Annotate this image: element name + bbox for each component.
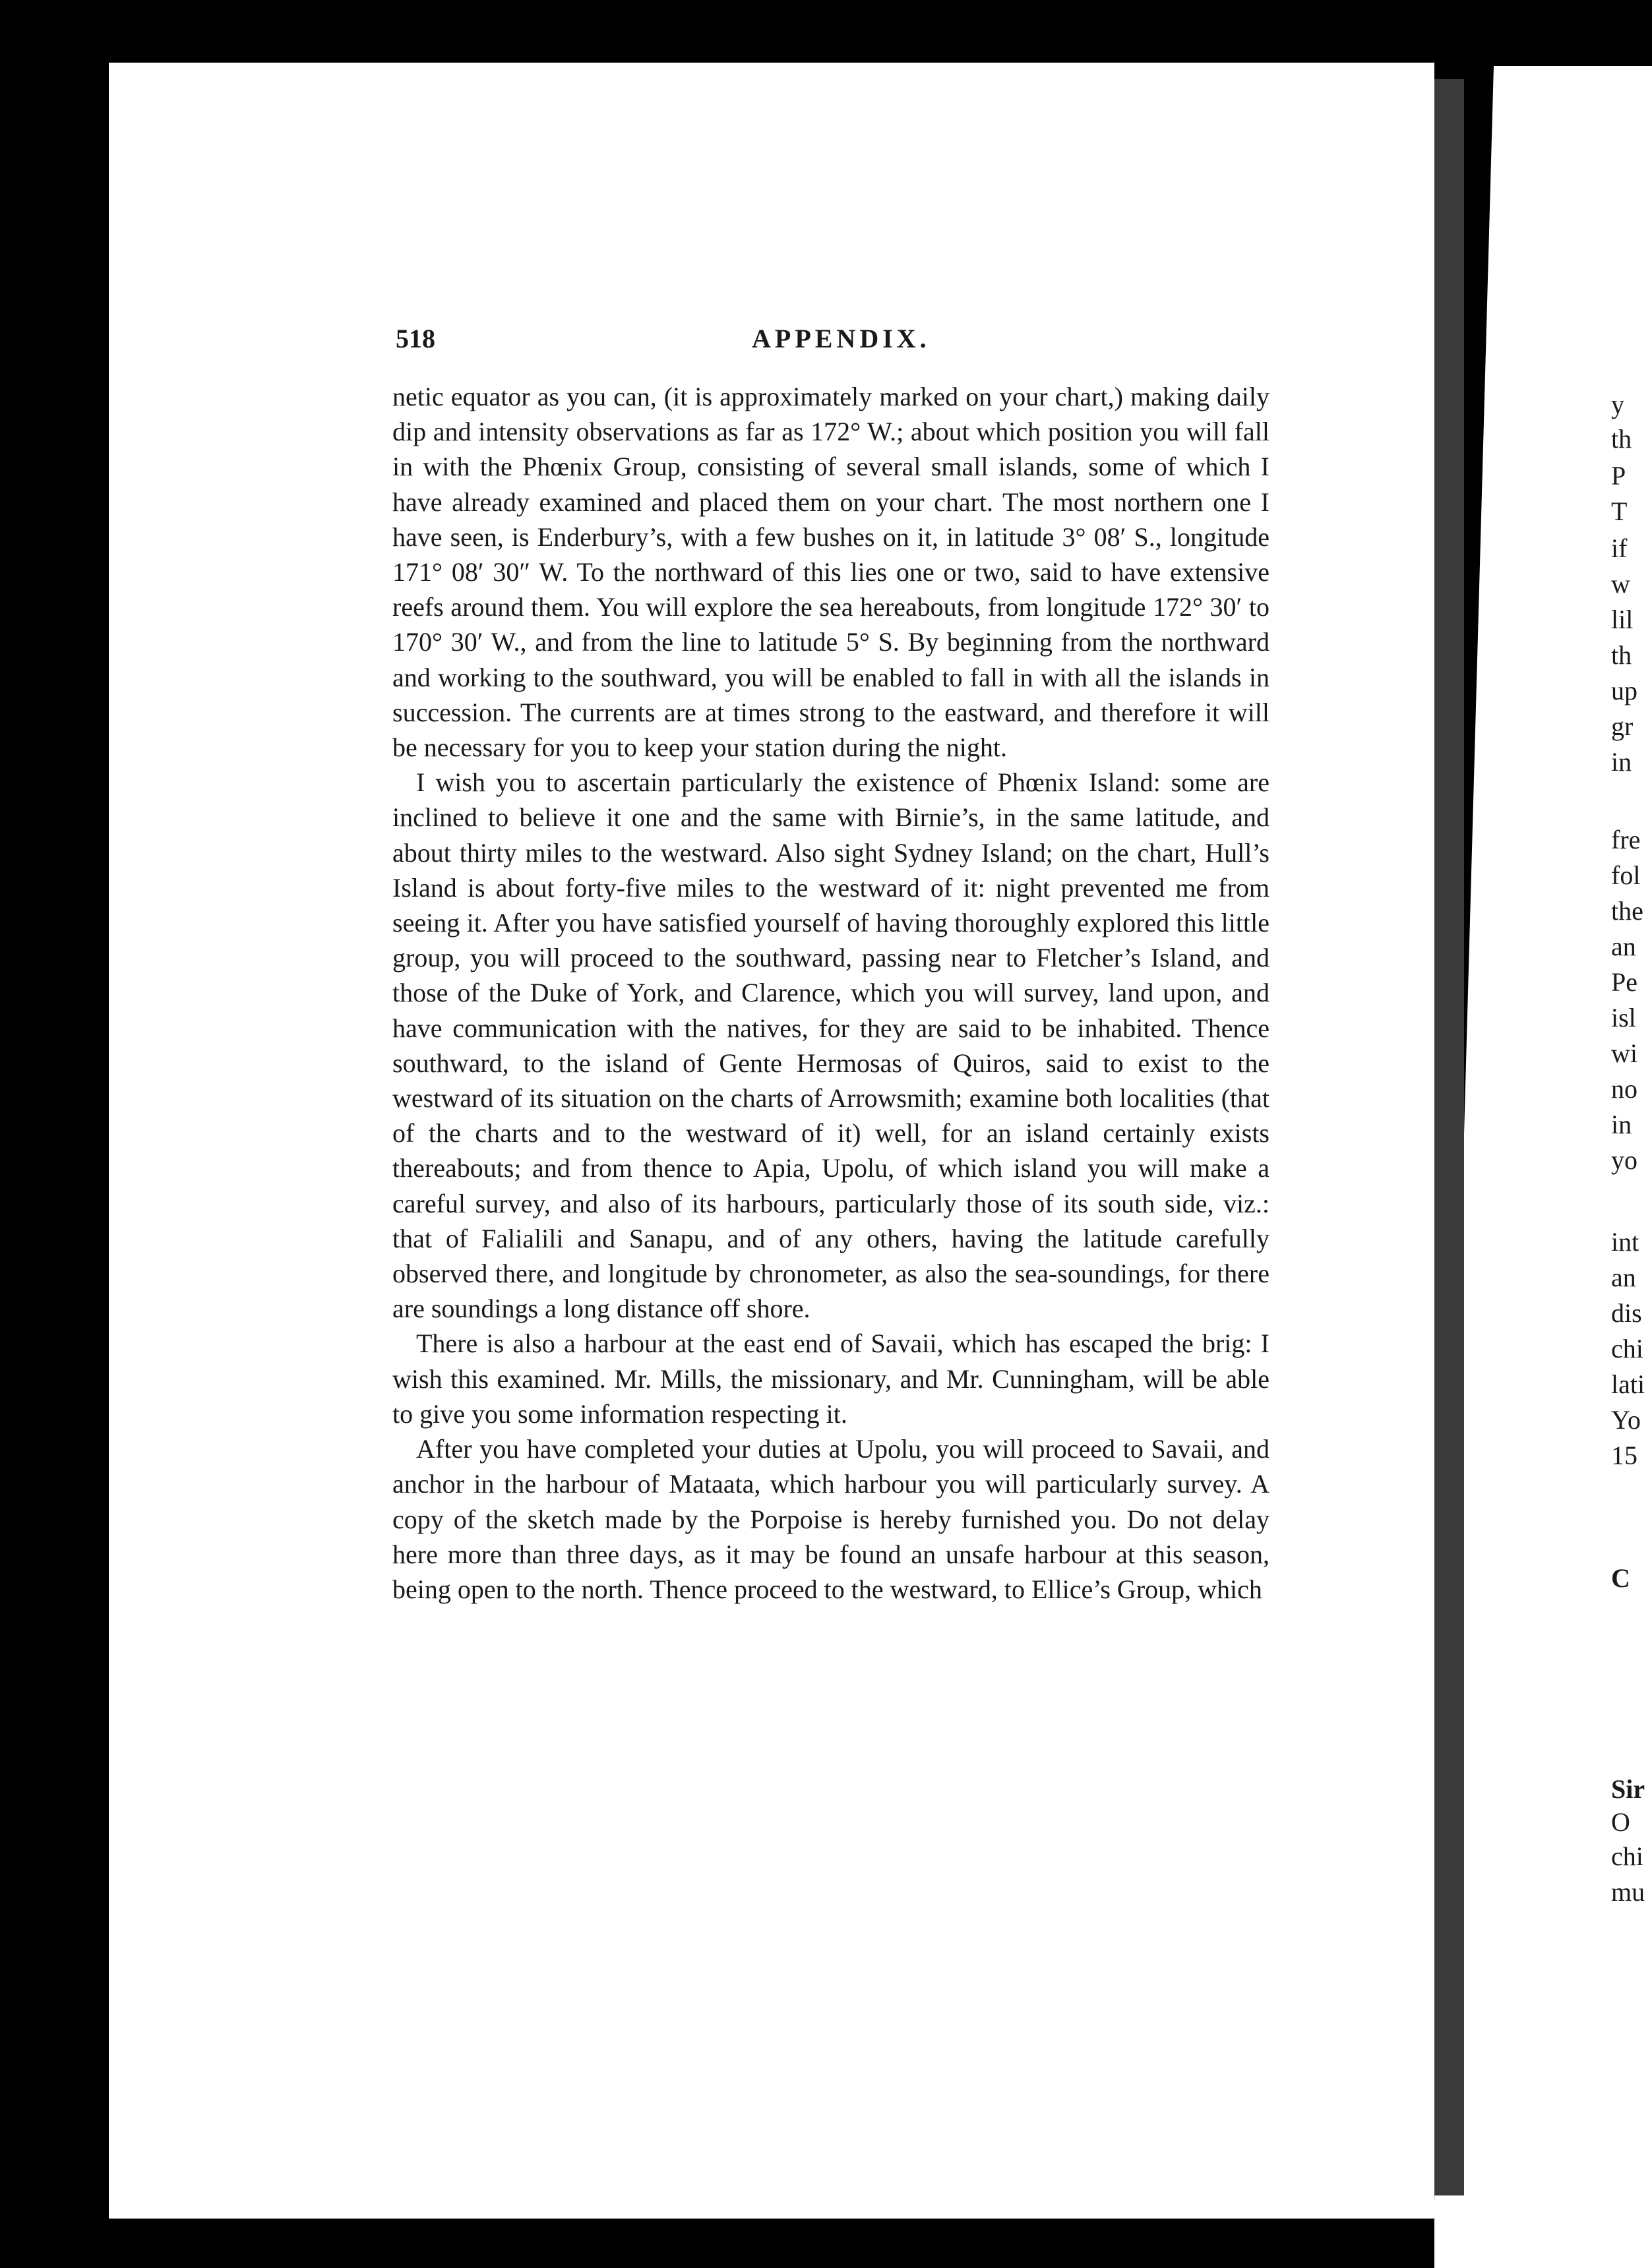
paragraph-2: I wish you to ascertain particularly the existence of Phœnix Island: some are inclined to believe it one and the same with Birnie’s, in the same latitude, and about thirty miles to the westward. Also sight Sydney Island; on the chart, Hull’s Island is about forty-five miles to the westward of it: night prevented me from seeing it. After you have satisfied yourself of having thoroughly explored this little group, you will proceed to the southward, passing near to Fletcher’s Island, and those of the Duke of York, and Clarence, which you will survey, land upon, and have communication with the natives, for they are said to be inhabited. Thence southward, to the island of Gente Hermosas of Quiros, said to exist to the westward of its situation on the charts of Arrowsmith; examine both localities (that of the charts and to the westward of it) well, for an island certainly exists thereabouts; and from thence to Apia, Upolu, of which island you will make a careful survey, and also of its harbours, particularly those of its south side, viz.: that of Falialili and Sanapu, and of any others, having the latitude carefully observed there, and longitude by chronometer, as also the sea-soundings, for there are soundings a long distance off shore. bbox=[392, 767, 1270, 1324]
right-page-line-fragment: th bbox=[1611, 640, 1632, 670]
paragraph-1: netic equator as you can, (it is approximately marked on your chart,) making daily dip and intensity observations as far as 172° W.; about which position you will fall in with the Phœnix Group, consisting of several small islands, some of which I have already examined and placed them on your chart. The most northern one I have seen, is Enderbury’s, with a few bushes on it, in latitude 3° 08′ S., longitude 171° 08′ 30″ W. To the northward of this lies one or two, said to have extensive reefs around them. You will explore the sea hereabouts, from longitude 172° 30′ to 170° 30′ W., and from the line to latitude 5° S. By beginning from the northward and working to the southward, you will be enabled to fall in with all the islands in succession. The currents are at times strong to the eastward, and therefore it will be necessary for you to keep your station during the night. bbox=[392, 382, 1270, 763]
right-page-line-fragment: an bbox=[1611, 932, 1636, 961]
right-page-line-fragment: T bbox=[1611, 496, 1628, 526]
right-page-line-fragment: gr bbox=[1611, 711, 1634, 741]
right-page-line-fragment: the bbox=[1611, 896, 1643, 926]
running-head: APPENDIX. bbox=[752, 324, 931, 353]
right-page-line-fragment: int bbox=[1611, 1227, 1639, 1257]
right-page-line-fragment: yo bbox=[1611, 1145, 1637, 1175]
right-page-line-fragment: in bbox=[1611, 1110, 1632, 1139]
right-page-line-fragment: up bbox=[1611, 676, 1637, 705]
right-page-line-fragment: fre bbox=[1611, 825, 1641, 854]
right-page-line-fragment: wi bbox=[1611, 1038, 1637, 1068]
right-page-line-fragment: C bbox=[1611, 1563, 1630, 1593]
right-page-line-fragment: isl bbox=[1611, 1003, 1636, 1032]
page-header bbox=[396, 323, 1263, 363]
page-gutter bbox=[1434, 79, 1464, 2195]
right-page-line-fragment: an bbox=[1611, 1263, 1636, 1292]
right-page-line-fragment: if bbox=[1611, 533, 1628, 563]
right-page-line-fragment: dis bbox=[1611, 1298, 1642, 1328]
right-page-line-fragment: mu bbox=[1611, 1877, 1645, 1907]
right-page-line-fragment: Sir bbox=[1611, 1774, 1645, 1804]
right-page-line-fragment: in bbox=[1611, 747, 1632, 777]
right-page-line-fragment: Pe bbox=[1611, 967, 1637, 997]
right-page-line-fragment: Yo bbox=[1611, 1405, 1641, 1435]
right-page-line-fragment: chi bbox=[1611, 1841, 1643, 1871]
right-page-line-fragment: w bbox=[1611, 569, 1630, 599]
right-page-line-fragment: chi bbox=[1611, 1334, 1643, 1363]
right-page-line-fragment: lil bbox=[1611, 605, 1634, 634]
right-page-line-fragment: fol bbox=[1611, 860, 1641, 890]
paragraph-3: There is also a harbour at the east end of Savaii, which has escaped the brig: I wish this examined. Mr. Mills, the missionary, and Mr. Cunningham, will be able to give you some information respecting it. bbox=[392, 1328, 1270, 1429]
page-number: 518 bbox=[396, 324, 435, 353]
right-page-line-fragment: y bbox=[1611, 390, 1624, 419]
right-page-line-fragment: O bbox=[1611, 1807, 1630, 1837]
right-page-line-fragment: th bbox=[1611, 424, 1632, 454]
body-text bbox=[392, 379, 1270, 1607]
right-page-line-fragment: 15 bbox=[1611, 1441, 1637, 1470]
paragraph-4: After you have completed your duties at Upolu, you will proceed to Savaii, and anchor in the harbour of Mataata, which harbour you will particularly survey. A copy of the sketch made by the Porpoise is hereby furnished you. Do not delay here more than three days, as it may be found an unsafe harbour at this season, being open to the north. Thence proceed to the westward, to Ellice’s Group, which bbox=[392, 1434, 1270, 1604]
right-page-line-fragment: lati bbox=[1611, 1369, 1645, 1399]
right-page-line-fragment: P bbox=[1611, 461, 1626, 491]
right-page-line-fragment: no bbox=[1611, 1074, 1637, 1104]
